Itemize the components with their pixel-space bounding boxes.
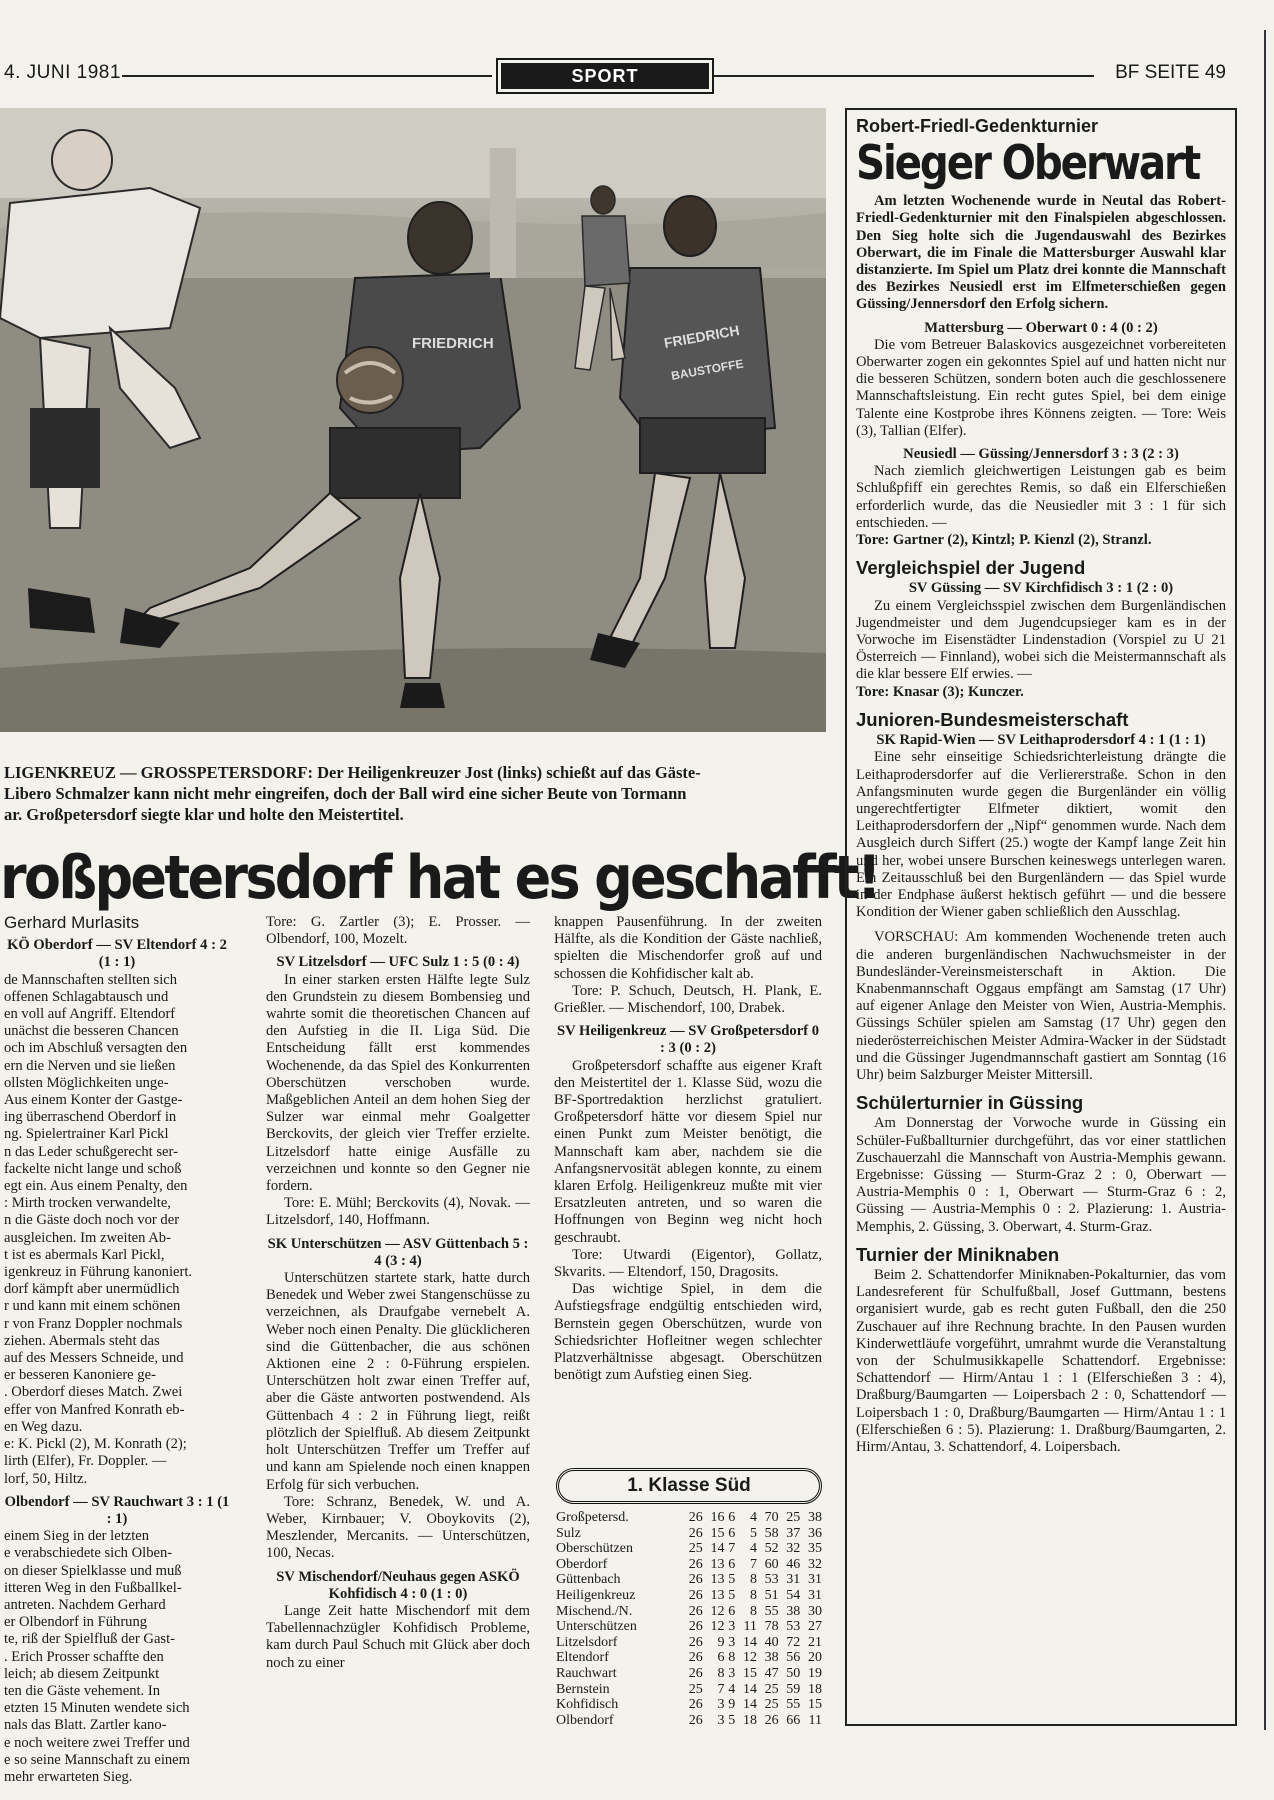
text-line: te, riß der Spielfluß der Gast- [4, 1631, 176, 1648]
match-report: In einer starken ersten Hälfte legte Sulz den Grundstein zu diesem Bombensieg und wahrte somit die theoretischen Chancen auf den Aufstieg in die II. Liga Süd. Die Entscheidung fällt erst kommendes Wochenende, da das Spiel des Konkurrenten Oberschützen verschoben wurde. Maßgeblichen Anteil an dem hohen Sieg der Sulzer war einmal mehr Goalgetter Berckovits, der gleich vier Treffer erzielte. Litzelsdorf hatte einige Ausfälle zu verzeichnen und konnte so den Gegner nie fordern. [266, 971, 530, 1195]
stat-cell: 11 [743, 1619, 757, 1635]
stat-cell: 58 [764, 1525, 779, 1541]
table-row [556, 1572, 822, 1588]
stat-cell: 8 [749, 1587, 757, 1603]
stat-cell: 26 [688, 1587, 703, 1603]
stat-cell: 70 [764, 1510, 779, 1525]
team-name: Bernstein [556, 1681, 610, 1697]
stat-cell: 31 [786, 1572, 801, 1588]
stat-cell: 59 [786, 1681, 801, 1697]
stat-cell: 26 [688, 1665, 703, 1681]
team-name: Mischend./N. [556, 1603, 633, 1619]
stat-cell: 37 [786, 1525, 801, 1541]
stat-cell: 26 [688, 1603, 703, 1619]
stat-cell: 20 [808, 1650, 822, 1666]
stat-cell: 6 [728, 1603, 736, 1619]
match-report: Die vom Betreuer Balaskovics ausgezeichnet vorbereiteten Oberwarter zogen ein gekonntes Spiel auf und hatten nicht nur die besseren Schützen, sondern boten auch die geschlossenere Mannschaftsleistung. Ein recht gutes Spiel, bei dem einige Talente eine Kostprobe ihres Könnens zeigten. — Tore: Weis (3), Tallian (Elfer). [856, 336, 1226, 439]
match-report: Lange Zeit hatte Mischendorf mit dem Tabellennachzügler Kohfidisch Probleme, kam durch Paul Schuch mit Glück aber doch noch zu einer [266, 1602, 530, 1671]
stat-cell: 19 [808, 1665, 822, 1681]
stat-cell: 32 [786, 1541, 801, 1557]
text-line: lorf, 50, Hiltz. [4, 1470, 88, 1487]
stat-cell: 54 [786, 1587, 801, 1603]
text-line: antreten. Nachdem Gerhard [4, 1596, 166, 1613]
stat-cell: 21 [808, 1634, 822, 1650]
text-line: etzten 15 Minuten wendete sich [4, 1700, 190, 1717]
text-line: ziehen. Abermals steht das [4, 1332, 160, 1349]
table-row [556, 1697, 822, 1713]
stat-cell: 52 [764, 1541, 779, 1557]
section-heading: Vergleichspiel der Jugend [856, 557, 1086, 579]
text-line: e so seine Mannschaft zu einem [4, 1751, 191, 1768]
match-report: Eine sehr einseitige Schiedsrichterleistung drängte die Leithaprodersdorfer auf die Verliererstraße. Schon in den Anfangsminuten wurde gegen die Burgenländer ein völlig ungerechtfertigter Elfmeter diktiert, womit den Leithaprodersdorfern der „Nipf“ genommen wurde. Nach dem Ausgleich durch Siffert (25.) wogte der Kampf lange Zeit hin und her, wobei unsere Burschen keineswegs unterlegen waren. Ein Zeitausschluß bei den Burgenländern — das Spiel wurde in der Endphase äußerst hektisch geführt — und die bessere Kondition der Wiener gaben schließlich den Ausschlag. [856, 749, 1226, 921]
text-line: . Oberdorf dieses Match. Zwei [4, 1384, 183, 1401]
text-line: e noch weitere zwei Treffer und [4, 1734, 190, 1751]
standings-title: 1. Klasse Süd [556, 1468, 822, 1504]
stat-cell: 56 [786, 1650, 801, 1666]
scorers-line: Tore: Gartner (2), Kintzl; P. Kienzl (2), Stranzl. [856, 532, 1152, 549]
text-line: e verabschiedete sich Olben- [4, 1545, 173, 1562]
scorers-line: Tore: E. Mühl; Berckovits (4), Novak. — Litzelsdorf, 140, Hoffmann. [266, 1195, 530, 1229]
table-row [556, 1604, 822, 1620]
stat-cell: 26 [688, 1525, 703, 1541]
text-line: r und kann mit einem schönen [4, 1298, 181, 1315]
text-line: einem Sieg in der letzten [4, 1528, 150, 1545]
sidebar-column [856, 112, 1226, 1456]
column-1-text-b [4, 1528, 230, 1786]
article-column-1 [4, 914, 230, 1786]
text-line: t ist es abermals Karl Pickl, [4, 1246, 165, 1263]
stat-cell: 25 [688, 1541, 703, 1557]
stat-cell: 72 [786, 1634, 801, 1650]
stat-cell: 15 [710, 1525, 725, 1541]
stat-cell: 5 [728, 1587, 736, 1603]
sidebar-intro: Am letzten Wochenende wurde in Neutal das Robert-Friedl-Gedenkturnier mit den Finalspielen abgeschlossen. Den Sieg holte sich die Jugendauswahl des Bezirkes Oberwart, die im Finale die Mattersburger Auswahl klar distanzierte. Im Spiel um Platz drei konnte die Mannschaft des Bezirkes Neusiedl erst im Elfmeterschießen gegen Güssing/Jennersdorf den Erfolg sichern. [856, 193, 1226, 313]
stat-cell: 3 [728, 1634, 736, 1650]
text-line: n die Gäste doch noch vor der [4, 1212, 180, 1229]
match-heading: Olbendorf — SV Rauchwart 3 : 1 (1 : 1) [4, 1493, 230, 1527]
header-rule-right [714, 75, 1094, 77]
text-line: er Olbendorf in Führung [4, 1614, 148, 1631]
team-name: Litzelsdorf [556, 1634, 618, 1650]
scorers-line: Tore: Schranz, Benedek, W. und A. Weber, Kirnbauer; V. Oboykovits (2), Meszlender, Mercanits. — Unterschützen, 100, Necas. [266, 1493, 530, 1562]
match-report: knappen Pausenführung. In der zweiten Hälfte, als die Kondition der Gäste nachließ, spielten die Mischendorfer groß auf und schossen die Kohfidischer kalt ab. [554, 914, 822, 982]
scorers-line: Tore: G. Zartler (3); E. Prosser. — Olbendorf, 100, Mozelt. [266, 914, 530, 948]
stat-cell: 78 [764, 1619, 779, 1635]
stat-cell: 25 [764, 1681, 779, 1697]
stat-cell: 14 [710, 1541, 725, 1557]
scorers-line: Tore: Utwardi (Eigentor), Gollatz, Skvarits. — Eltendorf, 150, Dragosits. [554, 1246, 822, 1281]
text-line: er besseren Kanoniere ge- [4, 1367, 156, 1384]
header-rule-left [122, 75, 492, 77]
team-name: Güttenbach [556, 1572, 621, 1588]
match-report: Unterschützen startete stark, hatte durch Benedek und Weber zwei Stangenschüsse zu verzeichnen, als Draufgabe vernebelt A. Weber noch einen Penalty. Die glücklicheren sind die Güttenbacher, die aus schönen Aktionen eine 2 : 0-Führung erspielen. Unterschützen holt zwar einen Treffer auf, aber die Gäste antworten postwendend. Als Güttenbach 4 : 2 in Führung liegt, reißt plötzlich der Spielfluß. Ab diesem Zeitpunkt holt Unterschützen Treffer um Treffer auf und kann am Spielende noch einen knappen Erfolg für sich verbuchen. [266, 1270, 530, 1493]
team-name: Unterschützen [556, 1619, 637, 1635]
text-line: unächst die besseren Chancen [4, 1023, 179, 1040]
text-line: nals das Blatt. Zartler kano- [4, 1717, 167, 1734]
text-line: igenkreuz in Führung kanoniert. [4, 1264, 193, 1281]
stat-cell: 16 [710, 1510, 725, 1525]
stat-cell: 7 [717, 1681, 725, 1697]
team-name: Rauchwart [556, 1665, 617, 1681]
text-line: och im Abschluß versagten den [4, 1040, 188, 1057]
stat-cell: 26 [688, 1650, 703, 1666]
stat-cell: 26 [688, 1634, 703, 1650]
stat-cell: 66 [786, 1712, 801, 1728]
team-name: Oberschützen [556, 1541, 633, 1557]
page-edge-mark [1264, 30, 1266, 1730]
stat-cell: 9 [717, 1634, 725, 1650]
match-heading: SV Litzelsdorf — UFC Sulz 1 : 5 (0 : 4) [276, 954, 520, 971]
table-row [556, 1682, 822, 1698]
match-heading: KÖ Oberdorf — SV Eltendorf 4 : 2 (1 : 1) [7, 937, 227, 971]
stat-cell: 7 [728, 1541, 736, 1557]
caption-line: LIGENKREUZ — GROSSPETERSDORF: Der Heiligenkreuzer Jost (links) schießt auf das Gäste- [4, 763, 701, 782]
stat-cell: 18 [808, 1681, 822, 1697]
stat-cell: 26 [688, 1510, 703, 1525]
byline: Gerhard Murlasits [4, 913, 140, 932]
text-line: dorf kämpft aber unermüdlich [4, 1281, 180, 1298]
main-headline: roßpetersdorf hat es geschafft! [0, 843, 879, 913]
stat-cell: 26 [764, 1712, 779, 1728]
stat-cell: 38 [786, 1603, 801, 1619]
stat-cell: 13 [710, 1556, 725, 1572]
stat-cell: 38 [764, 1650, 779, 1666]
stat-cell: 25 [688, 1681, 703, 1697]
stat-cell: 4 [749, 1541, 757, 1557]
sidebar-kicker: Robert-Friedl-Gedenkturnier [856, 116, 1099, 136]
text-line: ing überraschend Oberdorf in [4, 1109, 177, 1126]
match-photo [0, 108, 826, 732]
match-heading: SK Rapid-Wien — SV Leithaprodersdorf 4 : 1 (1 : 1) [876, 732, 1206, 749]
stat-cell: 26 [688, 1619, 703, 1635]
table-row [556, 1588, 822, 1604]
table-row [556, 1557, 822, 1573]
stat-cell: 13 [710, 1572, 725, 1588]
table-row [556, 1635, 822, 1651]
table-row [556, 1526, 822, 1542]
stat-cell: 30 [808, 1603, 822, 1619]
section-heading: Schülerturnier in Güssing [856, 1092, 1084, 1114]
text-line: on dieser Spielklasse und muß [4, 1562, 182, 1579]
stat-cell: 5 [728, 1572, 736, 1588]
stat-cell: 6 [728, 1525, 736, 1541]
stat-cell: 31 [808, 1587, 822, 1603]
match-heading: SV Heiligenkreuz — SV Großpetersdorf 0 : 3 (0 : 2) [556, 1023, 820, 1057]
stat-cell: 13 [710, 1587, 725, 1603]
stat-cell: 47 [764, 1665, 779, 1681]
stat-cell: 7 [749, 1556, 757, 1572]
text-line: egt ein. Aus einem Penalty, den [4, 1178, 188, 1195]
stat-cell: 14 [742, 1681, 757, 1697]
text-line: mehr erwarteten Sieg. [4, 1768, 133, 1785]
article-column-2 [266, 914, 530, 1672]
stat-cell: 60 [764, 1556, 779, 1572]
stat-cell: 36 [808, 1525, 822, 1541]
stat-cell: 15 [742, 1665, 757, 1681]
stat-cell: 8 [717, 1665, 725, 1681]
team-name: Olbendorf [556, 1712, 614, 1728]
stat-cell: 55 [764, 1603, 779, 1619]
stat-cell: 46 [786, 1556, 801, 1572]
stat-cell: 53 [764, 1572, 779, 1588]
match-report: Nach ziemlich gleichwertigen Leistungen gab es beim Schlußpfiff ein gerechtes Remis, so daß ein Elferschießen erforderlich wurde, das die Neusiedler mit 3 : 1 für sich entschieden. — [856, 463, 1226, 531]
team-name: Oberdorf [556, 1556, 608, 1572]
team-name: Großpetersd. [556, 1510, 629, 1525]
stat-cell: 12 [710, 1603, 725, 1619]
stat-cell: 53 [786, 1619, 801, 1635]
text-line: en Weg dazu. [4, 1418, 83, 1435]
text-line: offenen Schlagabtausch und [4, 988, 169, 1005]
text-line: r von Franz Doppler nochmals [4, 1315, 183, 1332]
shirt-lettering-2: FRIEDRICH [662, 321, 741, 351]
table-row [556, 1541, 822, 1557]
stat-cell: 12 [742, 1650, 757, 1666]
match-heading: Mattersburg — Oberwart 0 : 4 (0 : 2) [924, 319, 1158, 336]
table-row [556, 1619, 822, 1635]
stat-cell: 14 [742, 1697, 757, 1713]
stat-cell: 11 [808, 1712, 822, 1728]
stat-cell: 26 [688, 1712, 703, 1728]
stat-cell: 3 [728, 1619, 736, 1635]
stat-cell: 31 [808, 1572, 822, 1588]
text-line: n das Leder schußgerecht ser- [4, 1143, 178, 1160]
stat-cell: 26 [688, 1697, 703, 1713]
stat-cell: 35 [808, 1541, 822, 1557]
text-line: fackelte nicht lange und schoß [4, 1160, 182, 1177]
stat-cell: 5 [728, 1712, 736, 1728]
caption-line: ar. Großpetersdorf siegte klar und holte den Meistertitel. [4, 805, 404, 824]
stat-cell: 8 [749, 1603, 757, 1619]
text-line: ollsten Möglichkeiten unge- [4, 1074, 169, 1091]
shirt-lettering-1: FRIEDRICH [412, 335, 494, 352]
report-text: Am Donnerstag der Vorwoche wurde in Güssing ein Schüler-Fußballturnier durchgeführt, das vor einer stattlichen Zuschauerzahl die Mannschaft von Austria-Memphis gewann. Ergebnisse: Güssing — Sturm-Graz 2 : 0, Oberwart — Austria-Memphis 0 : 1, Oberwart — Sturm-Graz 6 : 2, Güssing — Austria-Memphis 0 : 2. Plazierung: 1. Austria-Memphis, 2. Güssing, 3. Oberwart, 4. Sturm-Graz. [856, 1115, 1226, 1235]
column-1-text-a [4, 972, 230, 1488]
stat-cell: 26 [688, 1572, 703, 1588]
stat-cell: 6 [717, 1650, 725, 1666]
team-name: Eltendorf [556, 1650, 609, 1666]
text-line: ern die Nerven und sie ließen [4, 1057, 176, 1074]
stat-cell: 25 [786, 1510, 801, 1525]
text-line: effer von Manfred Konrath eb- [4, 1401, 185, 1418]
stat-cell: 6 [728, 1556, 736, 1572]
team-name: Kohfidisch [556, 1697, 619, 1713]
match-heading: SK Unterschützen — ASV Güttenbach 5 : 4 (3 : 4) [267, 1235, 529, 1269]
text-line: ng. Spielertrainer Karl Pickl [4, 1126, 169, 1143]
stat-cell: 15 [808, 1697, 822, 1713]
section-heading: Junioren-Bundesmeisterschaft [856, 708, 1129, 730]
text-line: leich; ab diesem Zeitpunkt [4, 1665, 160, 1682]
issue-date: 4. JUNI 1981 [4, 62, 121, 83]
scorers-line: Tore: P. Schuch, Deutsch, H. Plank, E. Grießler. — Mischendorf, 100, Drabek. [554, 982, 822, 1017]
stat-cell: 27 [808, 1619, 822, 1635]
match-report: Großpetersdorf schaffte aus eigener Kraft den Meistertitel der 1. Klasse Süd, wozu die BF-Sportredaktion herzlichst gratuliert. Großpetersdorf hätte vor diesem Spiel nur einen Punkt zum Meister benötigt, die Mannschaft kam aber, nachdem sie die Anfangsnervosität ablegen konnte, zu einem klaren Erfolg. Heiligenkreuz mußte mit vier Ersatzleuten antreten, und so waren die Hoffnungen von Beginn weg nicht hoch geschraubt. [554, 1057, 822, 1246]
stat-cell: 51 [764, 1587, 779, 1603]
stat-cell: 40 [764, 1634, 779, 1650]
stat-cell: 14 [742, 1634, 757, 1650]
table-row [556, 1510, 822, 1526]
table-row [556, 1650, 822, 1666]
stat-cell: 4 [728, 1681, 736, 1697]
text-line: : Mirth trocken verwandelte, [4, 1195, 171, 1212]
stat-cell: 18 [742, 1712, 757, 1728]
stat-cell: 3 [717, 1697, 725, 1713]
report-text: Beim 2. Schattendorfer Miniknaben-Pokalturnier, das vom Landesreferent für Schulfußball, Josef Guttmann, bestens organisiert wurde, gab es recht guten Fußball, den die 250 Zuschauer auf ihre Rechnung brachte. In den Pausen wurden Kinderwettläufe vorgeführt, umrahmt wurde die Veranstaltung von der Schulmusikkapelle Schattendorf. Ergebnisse: Schattendorf — Hirm/Antau 1 : 1 (Elferschießen 3 : 4), Draßburg/Baumgarten — Loipersbach 2 : 0, Schattendorf — Loipersbach 1 : 0, Draßburg/Baumgarten — Hirm/Antau 1 : 1 (Elferschießen 6 : 5). Plazierung: 1. Draßburg/Baumgarten, 2. Hirm/Antau, 3. Schattendorf, 4. Loipersbach. [856, 1266, 1226, 1456]
stat-cell: 38 [808, 1510, 822, 1525]
stat-cell: 5 [749, 1525, 757, 1541]
text-line: itteren Weg in den Fußballkel- [4, 1579, 182, 1596]
caption-line: Libero Schmalzer kann nicht mehr eingreifen, doch der Ball wird eine sicher Beute von Tormann [4, 784, 687, 803]
standings-box [556, 1468, 822, 1728]
section-badge: SPORT [496, 58, 714, 94]
standings-table [556, 1510, 822, 1728]
team-name: Sulz [556, 1525, 581, 1541]
shirt-lettering-3: BAUSTOFFE [670, 356, 745, 383]
section-heading: Turnier der Miniknaben [856, 1243, 1060, 1265]
stat-cell: 9 [728, 1697, 736, 1713]
table-row [556, 1713, 822, 1729]
stat-cell: 12 [710, 1619, 725, 1635]
match-report: Das wichtige Spiel, in dem die Aufstiegsfrage endgültig entschieden wird, Bernstein gegen Oberschützen, wurde von Schiedsrichter Hofleitner wegen schlechter Platzverhältnisse abgesagt. Oberschützen benötigt zum Aufstieg einen Sieg. [554, 1281, 822, 1384]
preview-text: VORSCHAU: Am kommenden Wochenende treten auch die anderen burgenländischen Nachwuchsmeister in der Bundesländer-Vereinsmeisterschaft in Aktion. Die Knabenmannschaft Oggaus empfängt am Samstag (17 Uhr) auf eigener Anlage den Meister von Wien, Austria-Memphis. Güssings Schüler spielen am Samstag (17 Uhr) gegen den niederösterreichischen Meister Admira-Wacker in der Südstadt und die Güssinger Jugendmannschaft gastiert am Sonntag (16 Uhr) beim Salzburger Meister Mittersill. [856, 929, 1226, 1083]
table-row [556, 1666, 822, 1682]
photo-illustration [0, 108, 826, 732]
text-line: ausgleichen. Im zweiten Ab- [4, 1229, 171, 1246]
sidebar-headline: Sieger Oberwart [856, 136, 1200, 192]
stat-cell: 26 [688, 1556, 703, 1572]
stat-cell: 32 [808, 1556, 822, 1572]
stat-cell: 50 [786, 1665, 801, 1681]
stat-cell: 8 [749, 1572, 757, 1588]
match-heading: SV Mischendorf/Neuhaus gegen ASKÖ Kohfidisch 4 : 0 (1 : 0) [276, 1568, 520, 1602]
stat-cell: 6 [728, 1510, 736, 1525]
photo-caption [4, 762, 826, 825]
match-report: Zu einem Vergleichsspiel zwischen dem Burgenländischen Jugendmeister und dem Jugendcupsieger kam es in der Vorwoche im Eisenstädter Lindenstadion (Vorspiel zu U 21 Österreich — Finnland), wobei sich die Meistermannschaft als die klar bessere Elf erwies. — [856, 597, 1226, 683]
stat-cell: 8 [728, 1650, 736, 1666]
stat-cell: 3 [728, 1665, 736, 1681]
stat-cell: 3 [717, 1712, 725, 1728]
text-line: auf des Messers Schneide, und [4, 1350, 184, 1367]
team-name: Heiligenkreuz [556, 1587, 636, 1603]
text-line: de Mannschaften stellten sich [4, 971, 178, 988]
match-heading: Neusiedl — Güssing/Jennersdorf 3 : 3 (2 : 3) [903, 446, 1179, 463]
text-line: Aus einem Konter der Gastge- [4, 1092, 183, 1109]
text-line: ten die Gäste vehement. In [4, 1682, 161, 1699]
stat-cell: 55 [786, 1697, 801, 1713]
text-line: lirth (Elfer), Fr. Doppler. — [4, 1453, 167, 1470]
text-line: e: K. Pickl (2), M. Konrath (2); [4, 1436, 187, 1453]
article-column-3 [554, 914, 822, 1384]
page-number: BF SEITE 49 [1115, 62, 1226, 83]
stat-cell: 4 [749, 1510, 757, 1525]
stat-cell: 25 [764, 1697, 779, 1713]
text-line: en voll auf Angriff. Eltendorf [4, 1006, 176, 1023]
text-line: . Erich Prosser schaffte den [4, 1648, 164, 1665]
match-heading: SV Güssing — SV Kirchfidisch 3 : 1 (2 : 0) [908, 580, 1174, 597]
scorers-line: Tore: Knasar (3); Kunczer. [856, 683, 1024, 700]
